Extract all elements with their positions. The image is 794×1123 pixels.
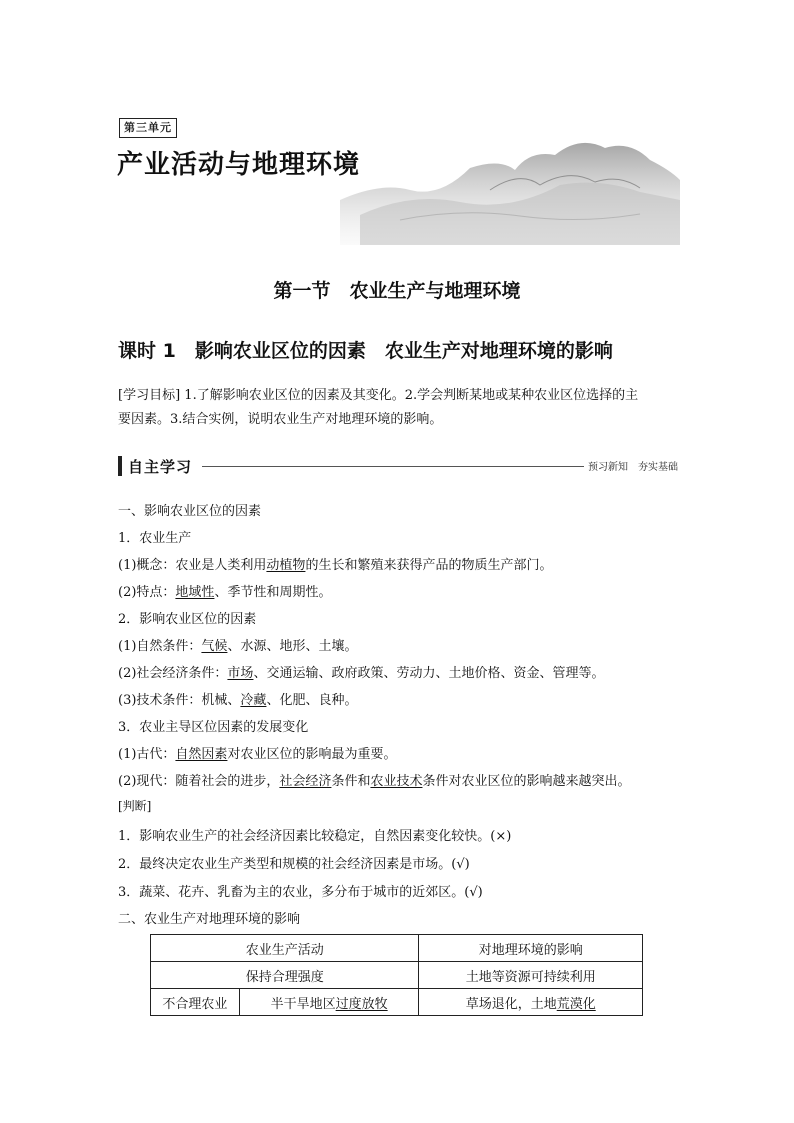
lesson-title: 课时 1 影响农业区位的因素 农业生产对地理环境的影响 (118, 340, 613, 362)
judge-label: [判断] (118, 799, 152, 813)
heading-environment-impact: 二、农业生产对地理环境的影响 (118, 912, 301, 927)
judge-item: 3．蔬菜、花卉、乳畜为主的农业，多分布于城市的近郊区。(√) (118, 885, 483, 900)
mountain-ink-illustration (340, 130, 680, 245)
learning-goals (118, 384, 678, 432)
table-row (151, 935, 643, 962)
subheading-location-factors: 2．影响农业区位的因素 (118, 612, 257, 627)
goals-line-1: 1.了解影响农业区位的因素及其变化。2.学会判断某地或某种农业区位选择的主 (184, 388, 639, 403)
unit-badge: 第三单元 (119, 118, 177, 138)
table-cell: 不合理农业 (151, 989, 240, 1016)
table-header-impact: 对地理环境的影响 (419, 935, 643, 962)
subheading-agriculture: 1．农业生产 (118, 531, 192, 546)
banner-divider (202, 466, 584, 467)
table-cell: 半干旱地区过度放牧 (239, 989, 419, 1016)
subheading-evolution: 3．农业主导区位因素的发展变化 (118, 720, 309, 735)
tech-conditions-line: (3)技术条件：机械、冷藏、化肥、良种。 (118, 693, 358, 708)
section-title: 第一节 农业生产与地理环境 (273, 280, 521, 302)
impact-table (150, 934, 643, 1016)
feature-line: (2)特点：地域性、季节性和周期性。 (118, 585, 332, 600)
banner-title: 自主学习 (128, 458, 193, 476)
concept-line: (1)概念：农业是人类利用动植物的生长和繁殖来获得产品的物质生产部门。 (118, 558, 553, 573)
table-cell: 保持合理强度 (151, 962, 419, 989)
self-study-banner (118, 454, 678, 478)
table-row (151, 962, 643, 989)
table-row (151, 989, 643, 1016)
modern-line: (2)现代：随着社会的进步，社会经济条件和农业技术条件对农业区位的影响越来越突出。 (118, 774, 631, 789)
table-cell: 土地等资源可持续利用 (419, 962, 643, 989)
goals-label: [学习目标] (118, 388, 181, 403)
banner-tag: 预习新知 夯实基础 (588, 462, 678, 473)
social-conditions-line: (2)社会经济条件：市场、交通运输、政府政策、劳动力、土地价格、资金、管理等。 (118, 666, 605, 681)
goals-line-2: 要因素。3.结合实例，说明农业生产对地理环境的影响。 (118, 412, 443, 427)
unit-title: 产业活动与地理环境 (117, 150, 361, 180)
ancient-line: (1)古代：自然因素对农业区位的影响最为重要。 (118, 747, 397, 762)
heading-factors: 一、影响农业区位的因素 (118, 504, 262, 519)
natural-conditions-line: (1)自然条件：气候、水源、地形、土壤。 (118, 639, 358, 654)
judge-item: 1．影响农业生产的社会经济因素比较稳定，自然因素变化较快。(×) (118, 829, 512, 844)
table-header-activity: 农业生产活动 (151, 935, 419, 962)
judge-item: 2．最终决定农业生产类型和规模的社会经济因素是市场。(√) (118, 857, 470, 872)
table-cell: 草场退化，土地荒漠化 (419, 989, 643, 1016)
banner-bar (118, 456, 122, 476)
